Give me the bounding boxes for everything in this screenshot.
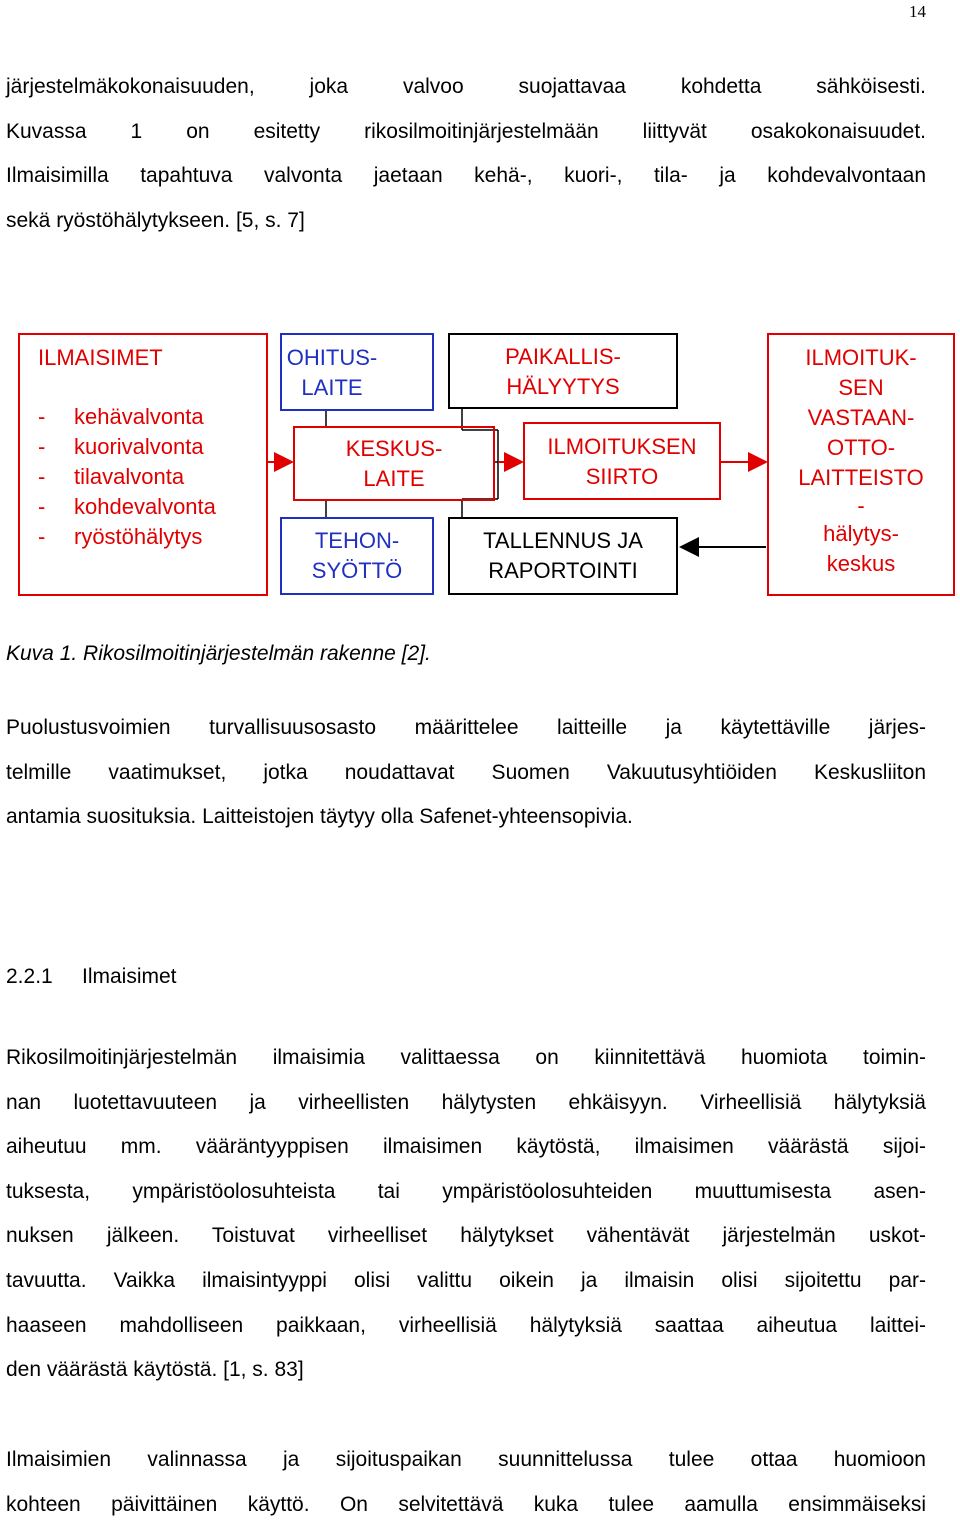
- text-line: den väärästä käytöstä. [1, s. 83]: [6, 1358, 304, 1382]
- keskuslaite-label: KESKUS- LAITE: [345, 436, 443, 491]
- page-number: 14: [909, 2, 926, 21]
- ohituslaite-label: OHITUS- LAITE: [286, 345, 378, 400]
- section-title: Ilmaisimet: [82, 965, 177, 988]
- list-item: - kohdevalvonta: [38, 494, 216, 519]
- text-line: telmille vaatimukset, jotka noudattavat Suomen Vakuutusyhtiöiden Keskusliiton: [6, 760, 926, 784]
- text-line: Kuvassa 1 on esitetty rikosilmoitinjärjestelmään liittyvät osakokonaisuudet.: [6, 119, 926, 143]
- section-number: 2.2.1: [6, 965, 53, 988]
- text-line: aiheutuu mm. vääräntyyppisen ilmaisimen käytöstä, ilmaisimen väärästä sijoi-: [6, 1135, 926, 1159]
- paragraph-4: [6, 1438, 926, 1527]
- text-line: tuksesta, ympäristöolosuhteista tai ympäristöolosuhteiden muuttumisesta asen-: [6, 1179, 926, 1203]
- ilmoituksen-siirto-label: ILMOITUKSEN SIIRTO: [547, 434, 697, 489]
- text-line: Ilmaisimien valinnassa ja sijoituspaikan suunnittelussa tulee ottaa huomioon: [6, 1448, 926, 1471]
- text-line: antamia suosituksia. Laitteistojen täytyy olla Safenet-yhteensopivia.: [6, 805, 633, 829]
- text-line: sekä ryöstöhälytykseen. [5, s. 7]: [6, 208, 305, 232]
- ilmaisimet-title: ILMAISIMET: [38, 345, 163, 370]
- paikallishalytys-label: PAIKALLIS- HÄLYYTYS: [505, 344, 621, 399]
- list-item: - tilavalvonta: [38, 464, 185, 489]
- vastaanotto-label: ILMOITUK- SEN VASTAAN- OTTO- LAITTEISTO - hälytys- keskus: [798, 345, 924, 576]
- ilmaisimet-list: [38, 402, 216, 552]
- text-line: nan luotettavuuteen ja virheellisten hälytysten ehkäisyyn. Virheellisiä hälytyksiä: [6, 1090, 926, 1114]
- tehonsyotto-label: TEHON- SYÖTTÖ: [311, 528, 403, 583]
- text-line: Rikosilmoitinjärjestelmän ilmaisimia valittaessa on kiinnitettävä huomiota toimin-: [6, 1046, 926, 1069]
- text-line: nuksen jälkeen. Toistuvat virheelliset hälytykset vähentävät järjestelmän uskot-: [6, 1224, 926, 1248]
- list-item: - kehävalvonta: [38, 404, 204, 429]
- paragraph-2: [6, 706, 926, 840]
- system-structure-diagram: [0, 0, 960, 620]
- text-line: kohteen päivittäinen käyttö. On selvitettävä kuka tulee aamulla ensimmäiseksi: [6, 1492, 926, 1516]
- list-item: - ryöstöhälytys: [38, 524, 203, 549]
- tallennus-label: TALLENNUS JA RAPORTOINTI: [483, 528, 643, 583]
- list-item: - kuorivalvonta: [38, 434, 204, 459]
- figure-caption: Kuva 1. Rikosilmoitinjärjestelmän rakenne [2].: [6, 642, 431, 665]
- section-heading: [6, 962, 177, 992]
- paragraph-3: [6, 1036, 926, 1393]
- text-line: järjestelmäkokonaisuuden, joka valvoo suojattavaa kohdetta sähköisesti.: [6, 75, 926, 98]
- text-line: tavuutta. Vaikka ilmaisintyyppi olisi valittu oikein ja ilmaisin olisi sijoitettu par-: [6, 1268, 926, 1292]
- text-line: Puolustusvoimien turvallisuusosasto määrittelee laitteille ja käytettäville järjes-: [6, 716, 926, 739]
- text-line: Ilmaisimilla tapahtuva valvonta jaetaan kehä-, kuori-, tila- ja kohdevalvontaan: [6, 164, 926, 188]
- text-line: haaseen mahdolliseen paikkaan, virheellisiä hälytyksiä saattaa aiheutua laittei-: [6, 1313, 926, 1337]
